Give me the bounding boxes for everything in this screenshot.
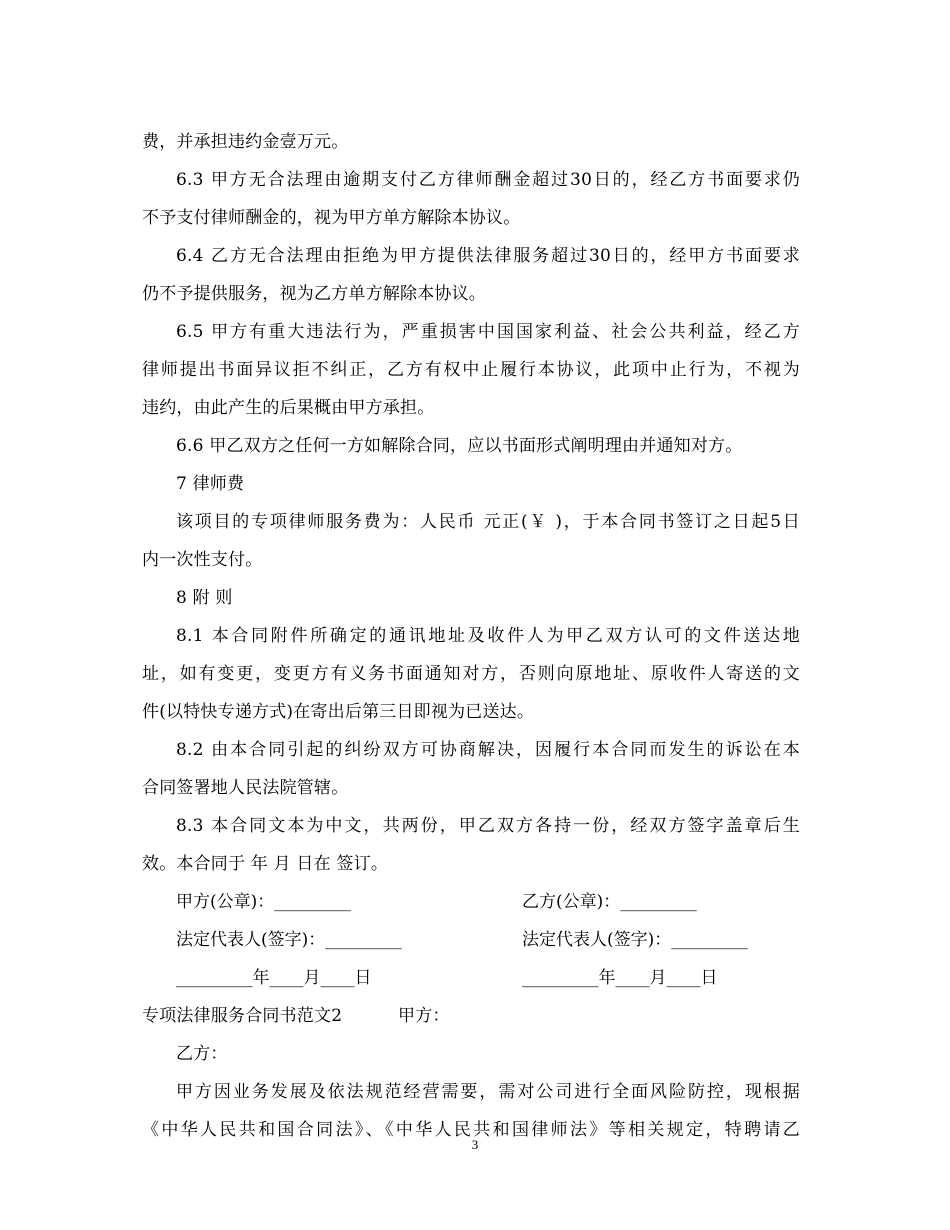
text-line: 仍不予提供服务，视为乙方单方解除本协议。 bbox=[142, 284, 486, 304]
text-line: 6.5 甲方有重大违法行为，严重损害中国国家利益、社会公共利益，经乙方 bbox=[176, 322, 800, 342]
text-line: 件(以特快专递方式)在寄出后第三日即视为已送达。 bbox=[142, 702, 535, 722]
text-line: 效。本合同于 年 月 日在 签订。 bbox=[142, 854, 389, 874]
text-line: 8.2 由本合同引起的纠纷双方可协商解决，因履行本合同而发生的诉讼在本 bbox=[176, 740, 800, 760]
party-a-seal-line: 甲方(公章)：_________ bbox=[176, 892, 351, 912]
document-title: 专项法律服务合同书范文2 bbox=[142, 1006, 343, 1026]
text-line: 址，如有变更，变更方有义务书面通知对方，否则向原地址、原收件人寄送的文 bbox=[142, 664, 800, 684]
text-line: 甲方因业务发展及依法规范经营需要，需对公司进行全面风险防控，现根据 bbox=[176, 1082, 800, 1102]
section-heading: 7 律师费 bbox=[176, 474, 245, 494]
text-line: 该项目的专项律师服务费为：人民币 元正(￥ )，于本合同书签订之日起5日 bbox=[176, 512, 800, 532]
section-heading: 8 附 则 bbox=[176, 588, 233, 608]
text-line: 合同签署地人民法院管辖。 bbox=[142, 778, 349, 798]
text-line: 违约，由此产生的后果概由甲方承担。 bbox=[142, 398, 435, 418]
text-line: 《中华人民共和国合同法》、《中华人民共和国律师法》等相关规定，特聘请乙 bbox=[142, 1120, 800, 1140]
text-line: 8.1 本合同附件所确定的通讯地址及收件人为甲乙双方认可的文件送达地 bbox=[176, 626, 800, 646]
party-b-date-line: _________年____月____日 bbox=[522, 968, 718, 988]
party-b-label: 乙方： bbox=[176, 1044, 228, 1064]
text-line: 8.3 本合同文本为中文，共两份，甲乙双方各持一份，经双方签字盖章后生 bbox=[176, 816, 800, 836]
party-b-representative-line: 法定代表人(签字)：_________ bbox=[522, 930, 748, 950]
text-line: 内一次性支付。 bbox=[142, 550, 263, 570]
text-line: 6.3 甲方无合法理由逾期支付乙方律师酬金超过30日的，经乙方书面要求仍 bbox=[176, 170, 800, 190]
party-a-representative-line: 法定代表人(签字)：_________ bbox=[176, 930, 402, 950]
page-number: 3 bbox=[471, 1137, 479, 1152]
party-a-label: 甲方： bbox=[398, 1006, 450, 1026]
text-line: 费，并承担违约金壹万元。 bbox=[142, 132, 349, 152]
party-a-date-line: _________年____月____日 bbox=[176, 968, 372, 988]
text-line: 6.4 乙方无合法理由拒绝为甲方提供法律服务超过30日的，经甲方书面要求 bbox=[176, 246, 800, 266]
party-b-seal-line: 乙方(公章)：_________ bbox=[522, 892, 697, 912]
text-line: 不予支付律师酬金的，视为甲方单方解除本协议。 bbox=[142, 208, 521, 228]
text-line: 6.6 甲乙双方之任何一方如解除合同，应以书面形式阐明理由并通知对方。 bbox=[176, 436, 743, 456]
text-line: 律师提出书面异议拒不纠正，乙方有权中止履行本协议，此项中止行为，不视为 bbox=[142, 360, 800, 380]
